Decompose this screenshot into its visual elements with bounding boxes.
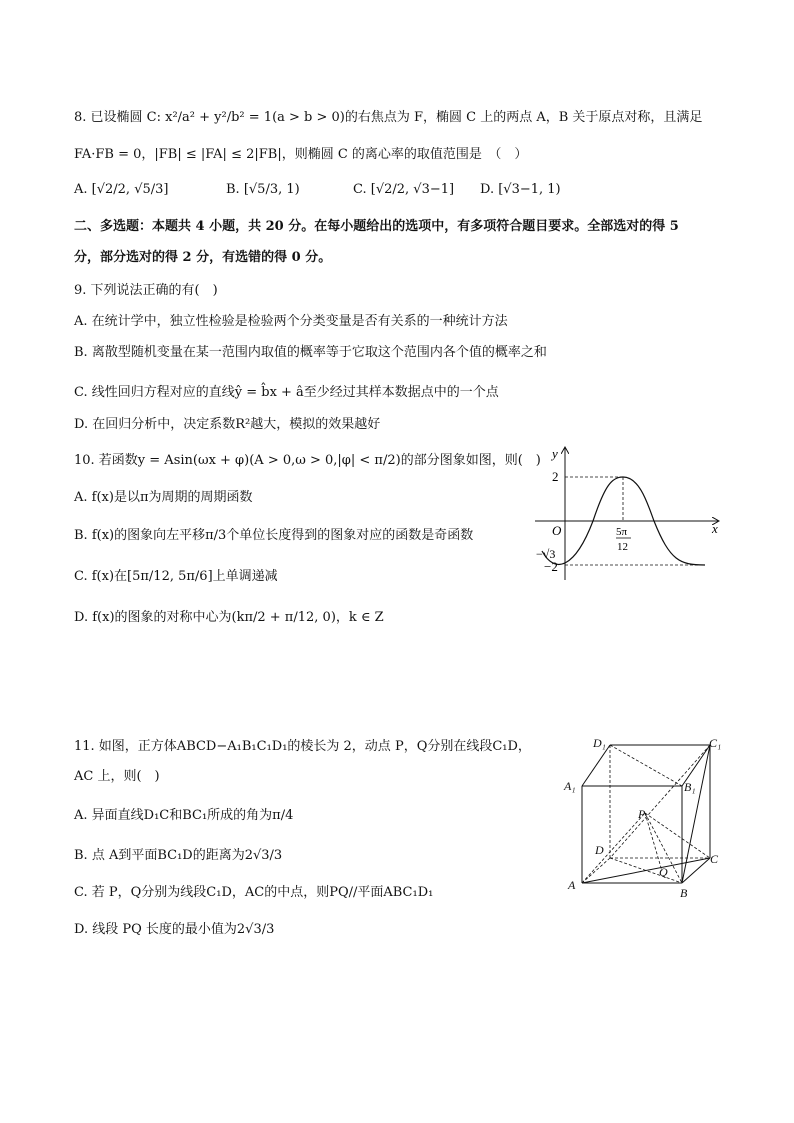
q10-option-a: A. f(x)是以π为周期的周期函数 — [74, 490, 253, 505]
q9-option-c: C. 线性回归方程对应的直线ŷ = b̂x + â至少经过其样本数据点中的一个点 — [74, 385, 499, 400]
q9-option-b: B. 离散型随机变量在某一范围内取值的概率等于它取这个范围内各个值的概率之和 — [74, 345, 547, 360]
q8-stem: 8. 已设椭圆 C: x²/a² + y²/b² = 1(a > b > 0)的右焦点为 F，椭圆 C 上的两点 A，B 关于原点对称，且满足 — [74, 110, 703, 125]
q11-option-a: A. 异面直线D₁C和BC₁所成的角为π/4 — [74, 808, 294, 823]
origin-label: O — [552, 523, 562, 538]
label-Q: Q — [659, 865, 668, 879]
q8-option-b: B. [√5/3, 1) — [226, 182, 300, 197]
peak-x-numerator: 5π — [616, 526, 628, 538]
intercept-label: −√3 — [536, 547, 556, 561]
label-P: P — [638, 807, 646, 821]
label-B1: B₁ — [684, 780, 696, 794]
q11-stem: 11. 如图，正方体ABCD−A₁B₁C₁D₁的棱长为 2，动点 P，Q分别在线段C₁D， — [74, 739, 531, 754]
q8-option-d: D. [√3−1, 1) — [480, 182, 561, 197]
label-A: A — [568, 878, 576, 892]
q9-option-a: A. 在统计学中，独立性检验是检验两个分类变量是否有关系的一种统计方法 — [74, 314, 508, 329]
q8-option-a: A. [√2/2, √5/3] — [74, 182, 169, 197]
q10-option-d: D. f(x)的图象的对称中心为(kπ/2 + π/12, 0)，k ∈ Z — [74, 610, 384, 625]
q10-option-b: B. f(x)的图象向左平移π/3个单位长度得到的图象对应的函数是奇函数 — [74, 528, 474, 543]
label-B: B — [680, 886, 688, 900]
q11-option-c: C. 若 P，Q分别为线段C₁D，AC的中点，则PQ//平面ABC₁D₁ — [74, 885, 434, 900]
q9-stem: 9. 下列说法正确的有( ) — [74, 283, 218, 298]
max-value-label: 2 — [552, 469, 559, 484]
q11-cube-figure — [560, 733, 730, 903]
y-axis-label: y — [552, 446, 558, 461]
label-C: C — [710, 852, 719, 866]
section2-heading-cont: 分，部分选对的得 2 分，有选错的得 0 分。 — [74, 250, 332, 265]
label-D: D — [595, 843, 604, 857]
q10-stem: 10. 若函数y = Asin(ωx + φ)(A > 0,ω > 0,|φ| < π/2)的部分图象如图，则( ) — [74, 453, 541, 468]
q8-condition: FA·FB = 0，|FB| ≤ |FA| ≤ 2|FB|，则椭圆 C 的离心率的取值范围是 （ ） — [74, 147, 528, 162]
peak-x-denominator: 12 — [617, 541, 628, 553]
q11-option-d: D. 线段 PQ 长度的最小值为2√3/3 — [74, 922, 275, 937]
x-axis-label: x — [712, 521, 718, 536]
min-value-label: −2 — [544, 559, 558, 574]
q9-option-d: D. 在回归分析中，决定系数R²越大，模拟的效果越好 — [74, 417, 381, 432]
q11-option-b: B. 点 A到平面BC₁D的距离为2√3/3 — [74, 848, 283, 863]
q8-option-c: C. [√2/2, √3−1] — [353, 182, 455, 197]
label-A1: A₁ — [564, 779, 576, 793]
label-D1: D₁ — [593, 736, 606, 750]
label-C1: C₁ — [709, 736, 722, 750]
q10-option-c: C. f(x)在[5π/12, 5π/6]上单调递减 — [74, 569, 278, 584]
q11-stem-cont: AC 上，则( ) — [74, 769, 160, 784]
q10-sine-graph — [530, 440, 730, 585]
section2-heading: 二、多选题：本题共 4 小题，共 20 分。在每小题给出的选项中，有多项符合题目要求。全部选对的得 5 — [74, 219, 679, 234]
